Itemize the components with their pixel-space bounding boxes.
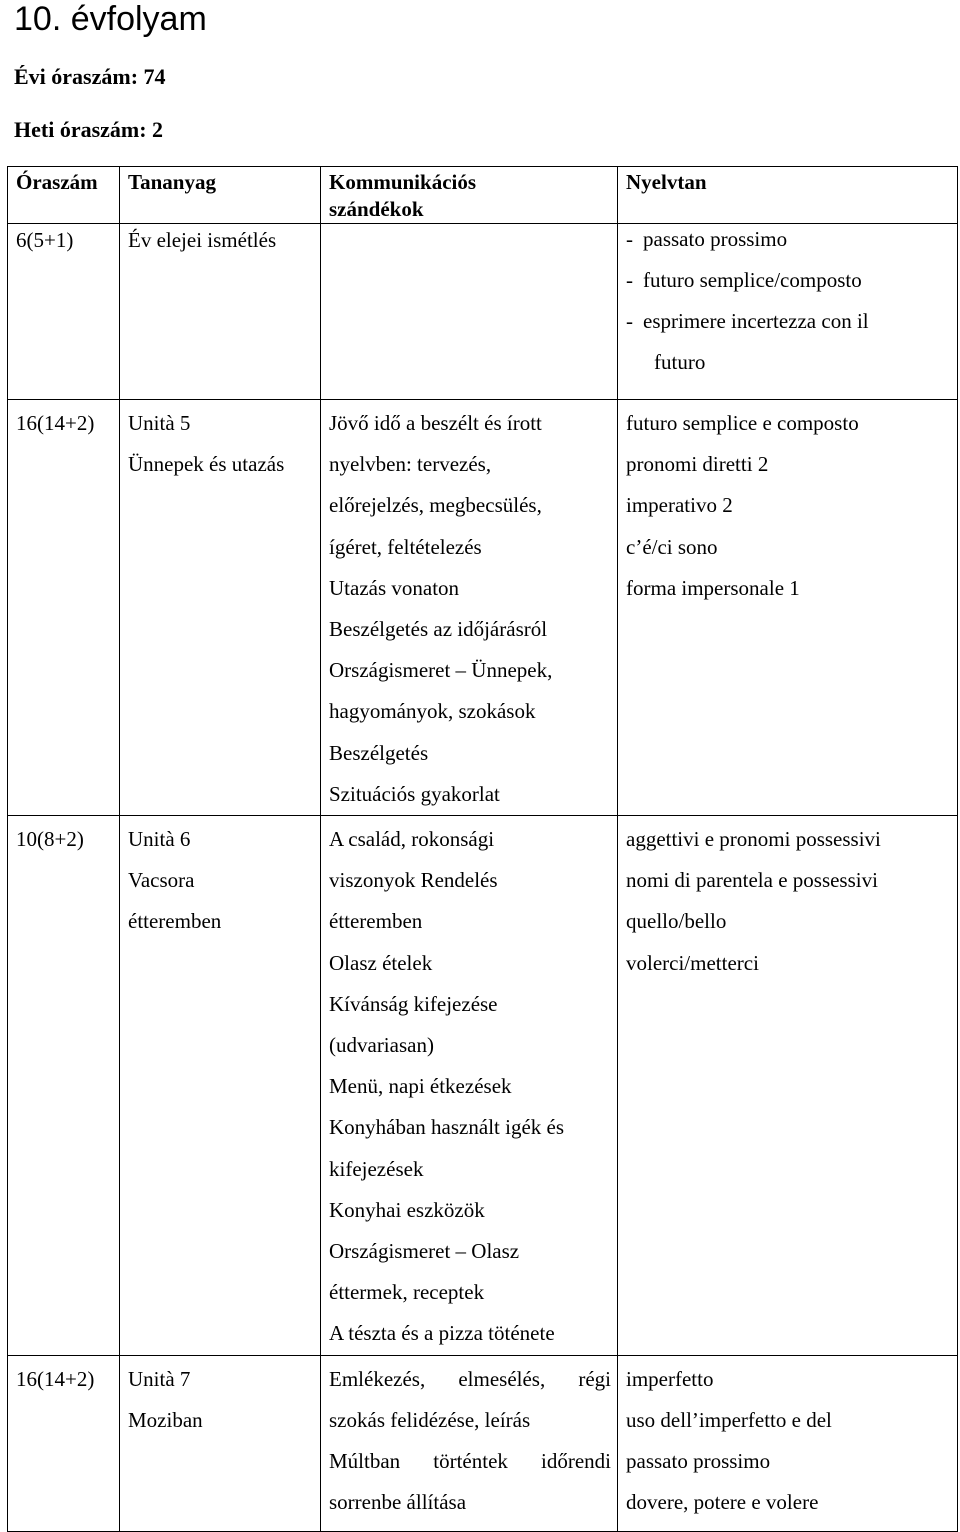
communication-line: A tészta és a pizza töténete — [329, 1321, 555, 1346]
communication-line: Utazás vonaton — [329, 575, 460, 600]
communication-line: Beszélgetés — [329, 740, 429, 765]
grammar-line: pronomi diretti 2 — [626, 452, 769, 477]
cell-communication — [321, 224, 618, 400]
communication-line: hagyományok, szokások — [329, 699, 536, 724]
communication-line: Múltban történtek időrendi — [329, 1449, 611, 1474]
grammar-line: futuro semplice e composto — [626, 411, 859, 435]
grammar-line: c’é/ci sono — [626, 534, 718, 559]
grammar-item-text: passato prossimo — [643, 227, 788, 251]
grammar-line: forma impersonale 1 — [626, 575, 800, 600]
hours-text: 16(14+2) — [16, 411, 95, 435]
communication-line: Menü, napi étkezések — [329, 1074, 512, 1099]
cell-material — [120, 1355, 321, 1531]
grammar-line: dovere, potere e volere — [626, 1490, 819, 1515]
communication-line: Emlékezés, elmesélés, régi — [329, 1366, 611, 1391]
grammar-line: uso dell’imperfetto e del — [626, 1407, 832, 1432]
material-line: Unità 7 — [128, 1366, 191, 1391]
communication-line: ígéret, feltételezés — [329, 534, 482, 559]
grammar-item: - futuro semplice/composto — [626, 268, 862, 292]
communication-line: A család, rokonsági — [329, 827, 495, 852]
grammar-item: - esprimere incertezza con il — [626, 309, 869, 333]
communication-line: Országismeret – Olasz — [329, 1239, 520, 1264]
communication-line: sorrenbe állítása — [329, 1490, 467, 1515]
communication-line: nyelvben: tervezés, — [329, 452, 492, 477]
grammar-item-text: futuro — [654, 350, 706, 374]
communication-line: Jövő idő a beszélt és írott — [329, 411, 542, 435]
grammar-item — [626, 342, 957, 383]
grammar-line: quello/bello — [626, 909, 727, 934]
communication-line: Konyhában használt igék és — [329, 1115, 565, 1140]
communication-line: Konyhai eszközök — [329, 1197, 485, 1222]
cell-grammar — [618, 816, 958, 1356]
cell-grammar — [618, 1355, 958, 1531]
header-hours: Óraszám — [8, 167, 120, 224]
header-grammar: Nyelvtan — [618, 167, 958, 224]
hours-text: 16(14+2) — [16, 1366, 95, 1391]
cell-hours — [8, 224, 120, 400]
grammar-item: - passato prossimo — [626, 227, 788, 251]
cell-material — [120, 224, 321, 400]
grammar-line: imperativo 2 — [626, 493, 733, 518]
header-material: Tananyag — [120, 167, 321, 224]
grammar-item-text: esprimere incertezza con il — [643, 309, 869, 333]
cell-hours — [8, 1355, 120, 1531]
grammar-line: imperfetto — [626, 1366, 714, 1391]
cell-communication — [321, 1355, 618, 1531]
communication-line: előrejelzés, megbecsülés, — [329, 493, 542, 518]
communication-line: Szituációs gyakorlat — [329, 781, 500, 806]
table-row — [8, 400, 958, 816]
communication-line: kifejezések — [329, 1156, 424, 1181]
curriculum-table — [7, 166, 958, 1532]
page-title: 10. évfolyam — [14, 0, 207, 38]
hours-text: 6(5+1) — [16, 228, 74, 252]
material-line: Moziban — [128, 1407, 203, 1432]
grammar-line: volerci/metterci — [626, 950, 759, 975]
grammar-line: nomi di parentela e possessivi — [626, 868, 878, 893]
header-communication — [321, 167, 618, 224]
communication-line: étteremben — [329, 909, 423, 934]
material-line: étteremben — [128, 909, 222, 934]
table-row — [8, 816, 958, 1356]
header-communication-line: szándékok — [329, 197, 424, 221]
cell-grammar — [618, 400, 958, 816]
material-line: Ünnepek és utazás — [128, 452, 285, 477]
cell-hours — [8, 400, 120, 816]
grammar-line: aggettivi e pronomi possessivi — [626, 827, 881, 852]
communication-line: Kívánság kifejezése — [329, 991, 498, 1016]
table-row — [8, 224, 958, 400]
communication-line: viszonyok Rendelés — [329, 868, 498, 893]
communication-line: Országismeret – Ünnepek, — [329, 658, 553, 683]
communication-line: éttermek, receptek — [329, 1280, 485, 1305]
hours-text: 10(8+2) — [16, 827, 84, 852]
material-text: Év elejei ismétlés — [128, 228, 277, 252]
cell-communication — [321, 400, 618, 816]
cell-communication — [321, 816, 618, 1356]
grammar-line: passato prossimo — [626, 1449, 771, 1474]
weekly-hours: Heti óraszám: 2 — [14, 117, 164, 142]
table-header-row — [8, 167, 958, 224]
cell-hours — [8, 816, 120, 1356]
cell-material — [120, 400, 321, 816]
communication-line: (udvariasan) — [329, 1033, 434, 1058]
communication-line: Beszélgetés az időjárásról — [329, 617, 548, 642]
communication-line: szokás felidézése, leírás — [329, 1407, 531, 1432]
material-line: Vacsora — [128, 868, 195, 893]
table-row — [8, 1355, 958, 1531]
grammar-item-text: futuro semplice/composto — [643, 268, 862, 292]
header-communication-line: Kommunikációs — [329, 170, 477, 194]
material-line: Unità 6 — [128, 827, 191, 852]
cell-grammar — [618, 224, 958, 400]
annual-hours: Évi óraszám: 74 — [14, 64, 166, 89]
cell-material — [120, 816, 321, 1356]
material-line: Unità 5 — [128, 411, 191, 435]
communication-line: Olasz ételek — [329, 950, 433, 975]
